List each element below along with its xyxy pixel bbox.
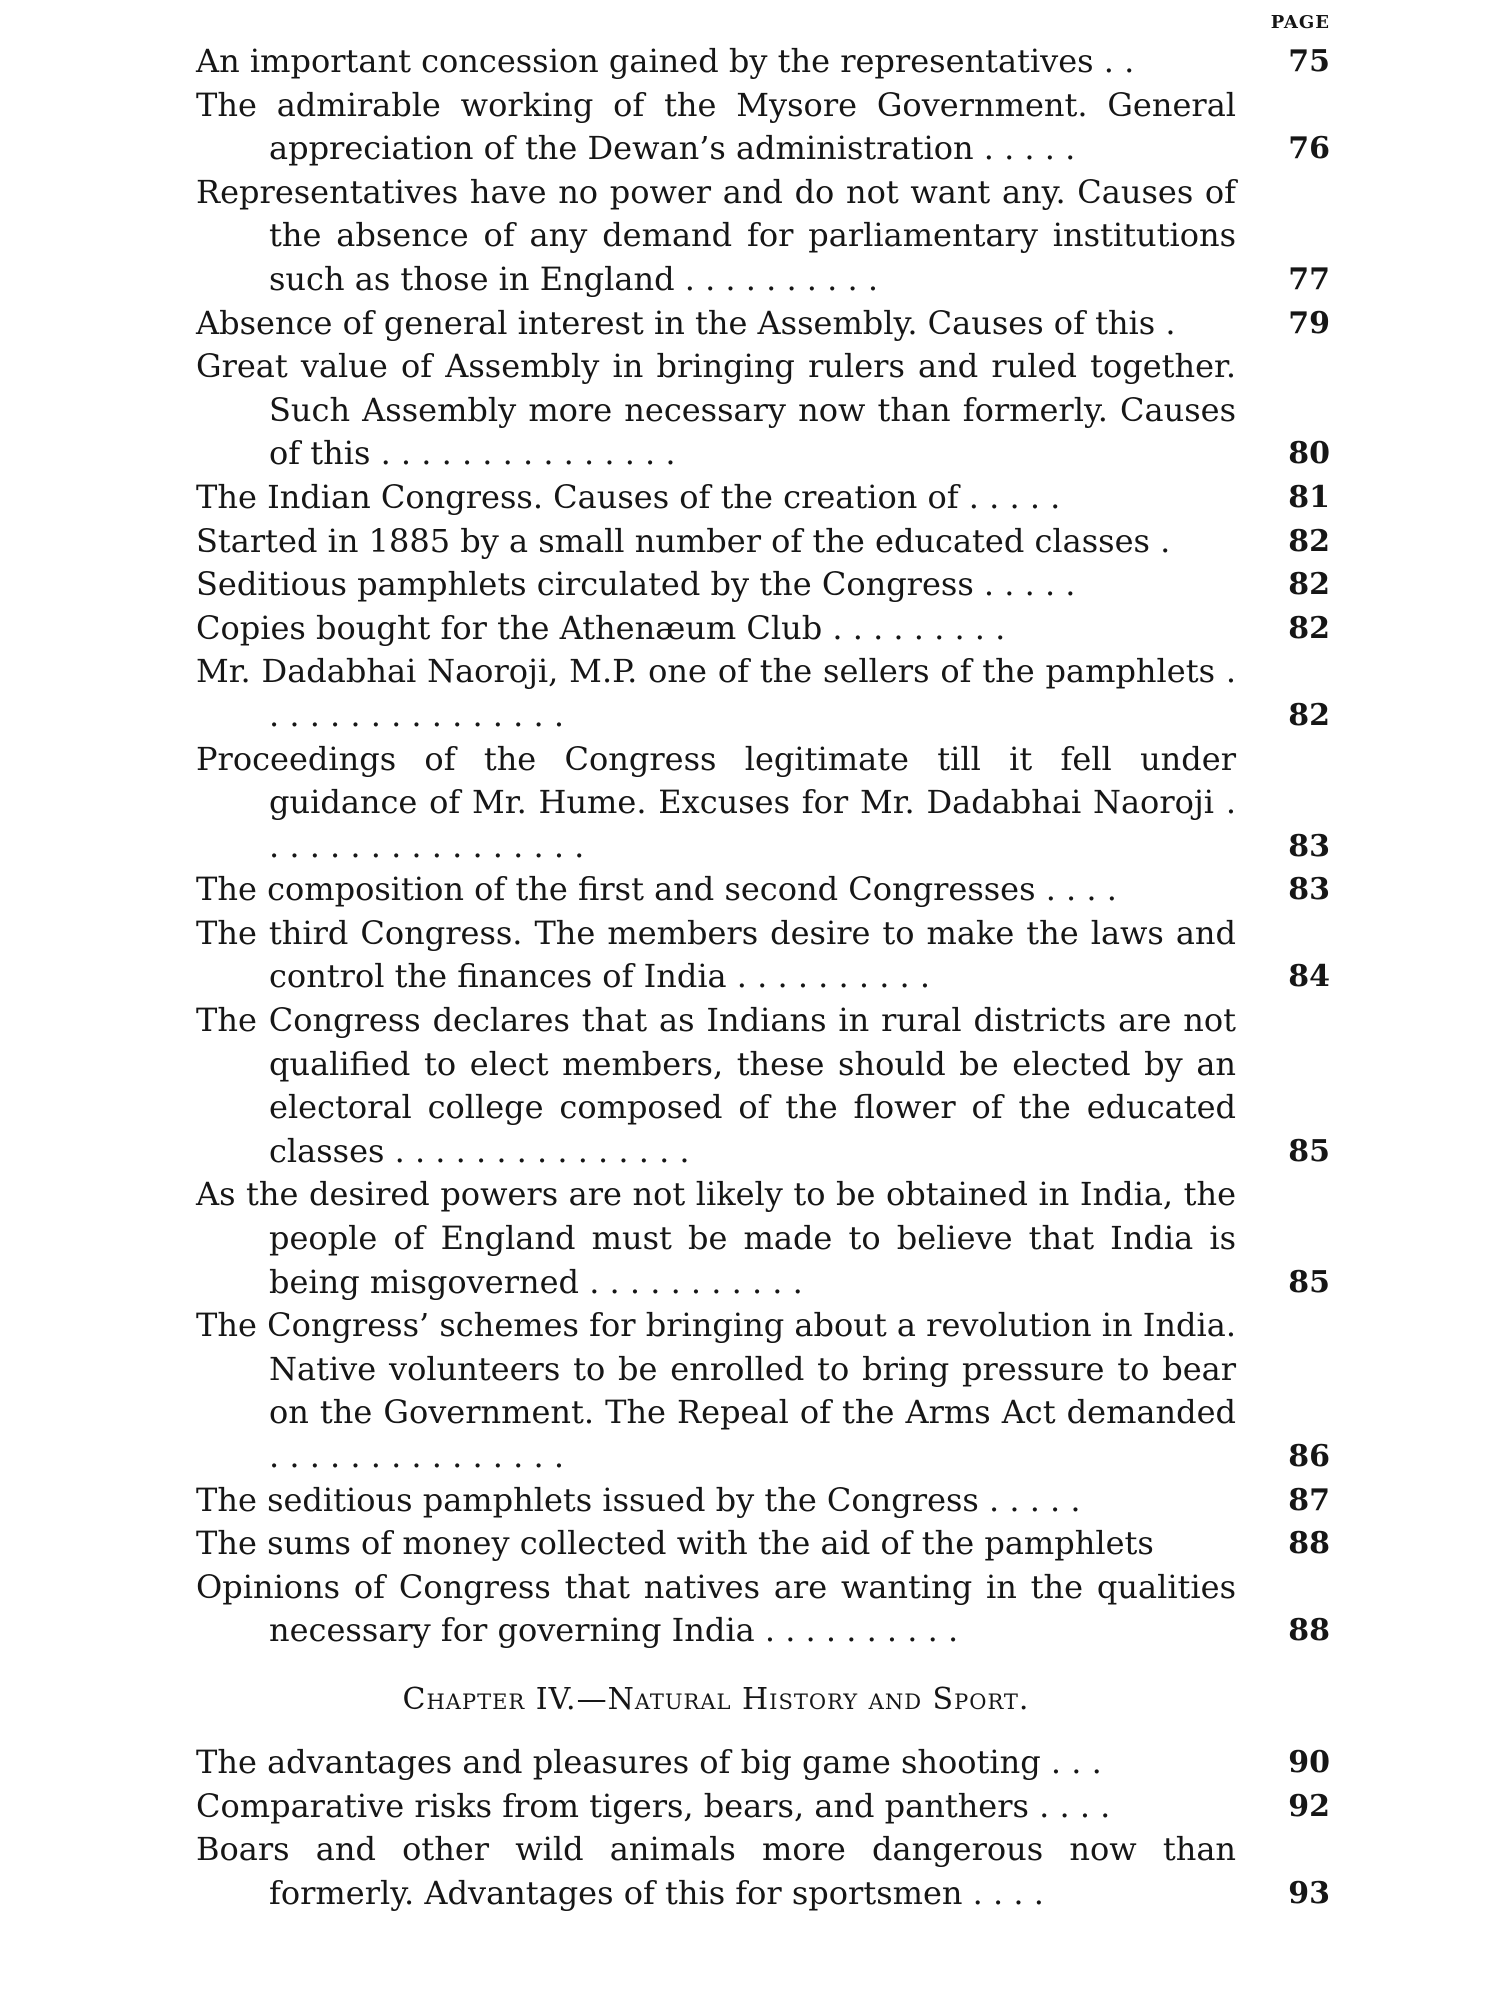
toc-entry xyxy=(196,345,1330,476)
toc-entry-page: 84 xyxy=(1288,959,1330,995)
contents-page xyxy=(196,0,1330,2000)
toc-entry xyxy=(196,1304,1330,1478)
table-of-contents xyxy=(196,40,1330,1915)
toc-entry-page: 83 xyxy=(1288,828,1330,864)
toc-entry-page: 80 xyxy=(1288,436,1330,472)
toc-entry-page: 81 xyxy=(1288,479,1330,515)
toc-entry-page: 77 xyxy=(1288,261,1330,297)
toc-entry xyxy=(196,40,1330,84)
toc-entry-page: 82 xyxy=(1288,567,1330,603)
toc-entry-page: 87 xyxy=(1288,1482,1330,1518)
toc-entry-text: Boars and other wild animals more dangerous now than formerly. Advantages of this for sportsmen . . . . xyxy=(196,1830,1236,1912)
toc-entry-page: 82 xyxy=(1288,697,1330,733)
toc-entry-text: As the desired powers are not likely to be obtained in India, the people of England must be made to believe that India is being misgoverned . . . . . . . . . . . xyxy=(196,1175,1236,1301)
toc-entry-page: 88 xyxy=(1288,1526,1330,1562)
toc-entry-text: The seditious pamphlets issued by the Congress . . . . . xyxy=(196,1480,1081,1519)
toc-entry xyxy=(196,476,1330,520)
toc-entry xyxy=(196,999,1330,1173)
toc-entry-page: 86 xyxy=(1288,1439,1330,1474)
toc-entry-text: The Congress declares that as Indians in rural districts are not qualified to elect members, these should be elected by an electoral college composed of the flower of the educated classes . . . . . . . . . . . . . . . xyxy=(196,1001,1236,1170)
toc-entry-text: The Indian Congress. Causes of the creation of . . . . . xyxy=(196,477,1061,516)
toc-entry xyxy=(196,1741,1330,1785)
toc-entry xyxy=(196,84,1330,171)
chapter-heading: Chapter IV.—Natural History and Sport. xyxy=(402,1681,1030,1717)
toc-entry-text: The third Congress. The members desire to make the laws and control the finances of India . . . . . . . . . . xyxy=(196,913,1236,996)
toc-entry xyxy=(196,563,1330,607)
toc-entry-text: The advantages and pleasures of big game shooting . . . xyxy=(196,1742,1102,1781)
toc-entry xyxy=(196,912,1330,999)
toc-entry-page: 93 xyxy=(1288,1875,1330,1911)
toc-entry xyxy=(196,1785,1330,1829)
toc-entry-page: 82 xyxy=(1288,610,1330,646)
toc-entry xyxy=(196,1522,1330,1566)
toc-entry xyxy=(196,1173,1330,1304)
toc-entry xyxy=(196,171,1330,302)
toc-entry xyxy=(196,520,1330,564)
toc-entry-page: 85 xyxy=(1288,1133,1330,1169)
toc-entry-text: Copies bought for the Athenæum Club . . . . . . . . . xyxy=(196,608,1006,647)
toc-entry-page: 79 xyxy=(1288,305,1330,341)
toc-entry-page: 82 xyxy=(1288,523,1330,559)
toc-entry-page: 88 xyxy=(1288,1613,1330,1649)
toc-entry-text: Comparative risks from tigers, bears, and panthers . . . . xyxy=(196,1786,1111,1825)
toc-entry-page: 85 xyxy=(1288,1264,1330,1300)
toc-entry-page: 92 xyxy=(1288,1788,1330,1824)
toc-entry xyxy=(196,738,1330,869)
toc-entry-text: The admirable working of the Mysore Government. General appreciation of the Dewan’s administration . . . . . xyxy=(196,85,1236,168)
toc-entry-page: 75 xyxy=(1288,44,1330,79)
toc-entry xyxy=(196,1566,1330,1653)
toc-entry-text: Seditious pamphlets circulated by the Congress . . . . . xyxy=(196,565,1076,604)
toc-entry-text: Proceedings of the Congress legitimate till it fell under guidance of Mr. Hume. Excuses for Mr. Dadabhai Naoroji . . . . . . . . . . . . . . . . . xyxy=(196,739,1236,865)
toc-entry-text: Great value of Assembly in bringing rulers and ruled together. Such Assembly more necessary now than formerly. Causes of this . . . . . . . . . . . . . . . xyxy=(196,347,1236,473)
toc-entry-page: 83 xyxy=(1288,872,1330,908)
toc-entry-text: Opinions of Congress that natives are wanting in the qualities necessary for governing India . . . . . . . . . . xyxy=(196,1567,1236,1650)
toc-entry xyxy=(196,1479,1330,1523)
toc-entry xyxy=(196,650,1330,737)
toc-entry-text: Representatives have no power and do not want any. Causes of the absence of any demand for parliamentary institutions such as those in England . . . . . . . . . . xyxy=(196,172,1236,298)
page-column-label: PAGE xyxy=(1270,12,1330,33)
toc-entry-text: Mr. Dadabhai Naoroji, M.P. one of the sellers of the pamphlets . . . . . . . . . . . . . . . . xyxy=(196,652,1236,734)
toc-entry xyxy=(196,302,1330,346)
toc-entry-page: 90 xyxy=(1288,1744,1330,1780)
toc-entry-text: Started in 1885 by a small number of the educated classes . xyxy=(196,521,1171,560)
toc-entry-page: 76 xyxy=(1288,131,1330,167)
toc-entry-text: An important concession gained by the representatives . . xyxy=(196,42,1135,80)
toc-entry xyxy=(196,1828,1330,1915)
toc-entry-text: The sums of money collected with the aid of the pamphlets xyxy=(196,1524,1154,1563)
toc-entry xyxy=(196,607,1330,651)
toc-entry xyxy=(196,868,1330,912)
toc-entry-text: The Congress’ schemes for bringing about a revolution in India. Native volunteers to be enrolled to bring pressure to bear on the Government. The Repeal of the Arms Act demanded . . . . . . . . . . . . . . . xyxy=(196,1306,1236,1475)
toc-entry-text: Absence of general interest in the Assembly. Causes of this . xyxy=(196,303,1176,342)
toc-entry-text: The composition of the first and second Congresses . . . . xyxy=(196,870,1117,909)
